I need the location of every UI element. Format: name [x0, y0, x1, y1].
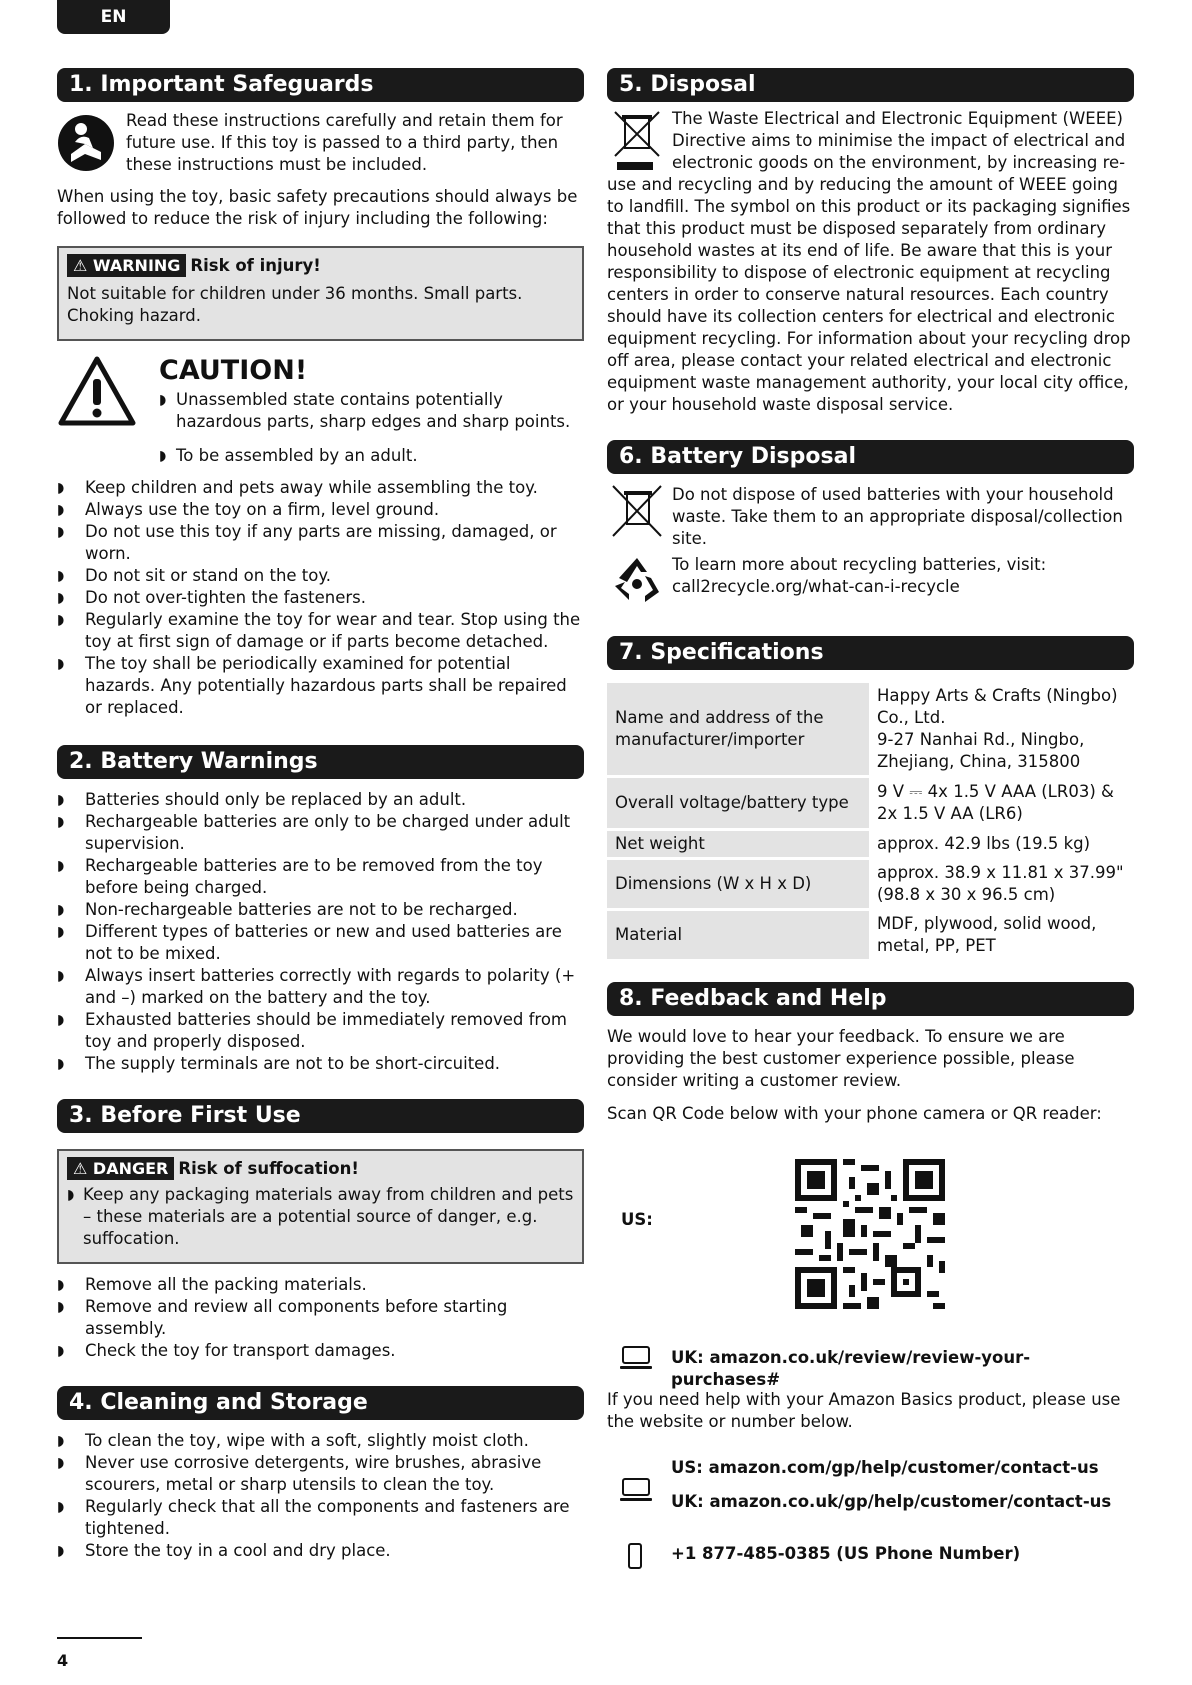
- danger-list: [67, 1184, 574, 1250]
- list-item: ◗ Unassembled state contains potentially hazardous parts, sharp edges and sharp points.: [159, 389, 584, 433]
- qr-code[interactable]: [795, 1159, 945, 1309]
- battery-disposal-block: [607, 484, 1134, 550]
- page-number: 4: [57, 1651, 69, 1670]
- list-item: ◗ Store the toy in a cool and dry place.: [57, 1540, 584, 1562]
- section-7-heading: 7. Specifications: [607, 636, 1134, 670]
- list-item: ◗ To be assembled by an adult.: [159, 445, 584, 467]
- list-item: ◗ Non-rechargeable batteries are not to be recharged.: [57, 899, 584, 921]
- footer-divider: [57, 1637, 142, 1639]
- section-3-heading: 3. Before First Use: [57, 1099, 584, 1133]
- us-label: US:: [621, 1210, 653, 1229]
- table-row: [607, 911, 1134, 959]
- phone-icon: [628, 1543, 642, 1575]
- phone-number[interactable]: +1 877-485-0385 (US Phone Number): [671, 1544, 1021, 1563]
- warning-box: [57, 246, 584, 341]
- warning-text: Not suitable for children under 36 months. Small parts. Choking hazard.: [67, 284, 523, 325]
- spec-key: Material: [607, 911, 869, 959]
- warning-tag-label: WARNING: [92, 256, 181, 275]
- danger-tag: ⚠ DANGER: [67, 1157, 174, 1180]
- caution-list: [159, 389, 584, 467]
- feedback-text: We would love to hear your feedback. To ensure we are providing the best customer experience possible, please consider writing a customer review.: [607, 1027, 1075, 1090]
- table-row: [607, 778, 1134, 828]
- section-4-heading: 4. Cleaning and Storage: [57, 1386, 584, 1420]
- help-text: If you need help with your Amazon Basics product, please use the website or number below.: [607, 1390, 1121, 1431]
- scan-qr-text: Scan QR Code below with your phone camera or QR reader:: [607, 1104, 1102, 1123]
- section-6-heading: 6. Battery Disposal: [607, 440, 1134, 474]
- caution-triangle-icon: [57, 355, 137, 427]
- safety-paragraph: When using the toy, basic safety precautions should always be followed to reduce the risk of injury including the following:: [57, 187, 578, 228]
- disposal-block: [607, 108, 1134, 416]
- spec-value: Happy Arts & Crafts (Ningbo) Co., Ltd. 9-27 Nanhai Rd., Ningbo, Zhejiang, China, 315800: [877, 686, 1118, 771]
- list-item: ◗ Never use corrosive detergents, wire brushes, abrasive scourers, metal or sharp utensils to clean the toy.: [57, 1452, 584, 1496]
- list-item: ◗ Rechargeable batteries are to be removed from the toy before being charged.: [57, 855, 584, 899]
- list-item: ◗ Rechargeable batteries are only to be charged under adult supervision.: [57, 811, 584, 855]
- list-item: ◗ The supply terminals are not to be short-circuited.: [57, 1053, 584, 1075]
- spec-key: Dimensions (W x H x D): [607, 860, 869, 908]
- table-row: [607, 831, 1134, 857]
- list-item: ◗ Remove and review all components before starting assembly.: [57, 1296, 584, 1340]
- list-item: ◗ To clean the toy, wipe with a soft, slightly moist cloth.: [57, 1430, 584, 1452]
- list-item: ◗ Regularly examine the toy for wear and tear. Stop using the toy at first sign of damage or if parts become detached.: [57, 609, 584, 653]
- table-row: [607, 860, 1134, 908]
- warning-title: Risk of injury!: [190, 256, 321, 275]
- list-item: ◗ Keep children and pets away while assembling the toy.: [57, 477, 584, 499]
- contact-links-row: [607, 1455, 1134, 1525]
- list-item: ◗ The toy shall be periodically examined for potential hazards. Any potentially hazardous parts shall be repaired or replaced.: [57, 653, 584, 719]
- battery-warnings-list: [57, 789, 584, 1075]
- spec-value: approx. 38.9 x 11.81 x 37.99" (98.8 x 30 x 96.5 cm): [877, 863, 1124, 904]
- safeguards-list: [57, 477, 584, 719]
- section-1-heading: 1. Important Safeguards: [57, 68, 584, 102]
- qr-block: [607, 1145, 1134, 1321]
- list-item: ◗ Batteries should only be replaced by an adult.: [57, 789, 584, 811]
- read-instructions-block: [57, 110, 584, 176]
- recycling-block: [607, 554, 1134, 606]
- list-item: ◗ Do not sit or stand on the toy.: [57, 565, 584, 587]
- spec-key: Name and address of the manufacturer/importer: [607, 683, 869, 775]
- battery-disposal-text: Do not dispose of used batteries with your household waste. Take them to an appropriate disposal/collection site.: [672, 485, 1123, 548]
- disposal-text: The Waste Electrical and Electronic Equipment (WEEE) Directive aims to minimise the impact of electrical and electronic goods on the environment, by increasing re-use and recycling and by reducing the amount of WEEE going to landfill. The symbol on this product or its packaging signifies that this product must be disposed separately from ordinary household wastes at its end of life. Be aware that this is your responsibility to dispose of electronic equipment at recycling centers in order to conserve natural resources. Each country should have its collection centers for electrical and electronic equipment recycling. For information about your recycling drop off area, please contact your related electrical and electronic equipment waste management authority, your local city office, or your household waste disposal service.: [607, 109, 1131, 414]
- table-row: [607, 683, 1134, 775]
- list-item: ◗ Check the toy for transport damages.: [57, 1340, 584, 1362]
- list-item: ◗ Do not use this toy if any parts are missing, damaged, or worn.: [57, 521, 584, 565]
- laptop-icon: [619, 1345, 653, 1377]
- list-item: ◗ Exhausted batteries should be immediately removed from toy and properly disposed.: [57, 1009, 584, 1053]
- read-manual-icon: [57, 114, 115, 172]
- right-column: [607, 68, 1134, 1573]
- spec-value: MDF, plywood, solid wood, metal, PP, PET: [877, 914, 1097, 955]
- warning-tag: ⚠ WARNING: [67, 254, 186, 277]
- section-2-heading: 2. Battery Warnings: [57, 745, 584, 779]
- spec-value: 9 V ⎓ 4x 1.5 V AAA (LR03) & 2x 1.5 V AA (LR6): [877, 782, 1114, 823]
- caution-title: CAUTION!: [159, 355, 308, 386]
- language-tab: EN: [57, 0, 170, 34]
- spec-value: approx. 42.9 lbs (19.5 kg): [877, 834, 1091, 853]
- us-contact-link[interactable]: US: amazon.com/gp/help/customer/contact-us: [671, 1458, 1099, 1477]
- list-item: ◗ Always insert batteries correctly with regards to polarity (+ and –) marked on the battery and the toy.: [57, 965, 584, 1009]
- phone-row: [607, 1539, 1134, 1573]
- list-item: ◗ Remove all the packing materials.: [57, 1274, 584, 1296]
- list-item: ◗ Regularly check that all the components and fasteners are tightened.: [57, 1496, 584, 1540]
- spec-key: Overall voltage/battery type: [607, 778, 869, 828]
- crossed-bin-icon: [607, 484, 667, 540]
- uk-review-link[interactable]: UK: amazon.co.uk/review/review-your-purchases#: [671, 1348, 1031, 1389]
- intro-text: Read these instructions carefully and retain them for future use. If this toy is passed to a third party, then these instructions must be included.: [126, 111, 563, 174]
- recycling-text: To learn more about recycling batteries, visit: call2recycle.org/what-can-i-recycle: [672, 555, 1047, 596]
- list-item: ◗ Always use the toy on a firm, level ground.: [57, 499, 584, 521]
- list-item: ◗ Keep any packaging materials away from children and pets – these materials are a potential source of danger, e.g. suffocation.: [67, 1184, 574, 1250]
- danger-tag-label: DANGER: [92, 1159, 169, 1178]
- specifications-table: [607, 680, 1134, 962]
- section-5-heading: 5. Disposal: [607, 68, 1134, 102]
- section-8-heading: 8. Feedback and Help: [607, 982, 1134, 1016]
- caution-block: [57, 355, 584, 467]
- left-column: [57, 68, 584, 1562]
- list-item: ◗ Different types of batteries or new and used batteries are not to be mixed.: [57, 921, 584, 965]
- danger-title: Risk of suffocation!: [178, 1159, 359, 1178]
- uk-contact-link[interactable]: UK: amazon.co.uk/gp/help/customer/contact-us: [671, 1492, 1112, 1511]
- weee-bin-icon: [607, 108, 667, 174]
- laptop-icon: [619, 1477, 653, 1509]
- list-item: ◗ Do not over-tighten the fasteners.: [57, 587, 584, 609]
- danger-box: [57, 1149, 584, 1264]
- uk-review-row: [607, 1343, 1134, 1389]
- recycling-icon: [607, 554, 667, 606]
- before-first-use-list: [57, 1274, 584, 1362]
- cleaning-list: [57, 1430, 584, 1562]
- spec-key: Net weight: [607, 831, 869, 857]
